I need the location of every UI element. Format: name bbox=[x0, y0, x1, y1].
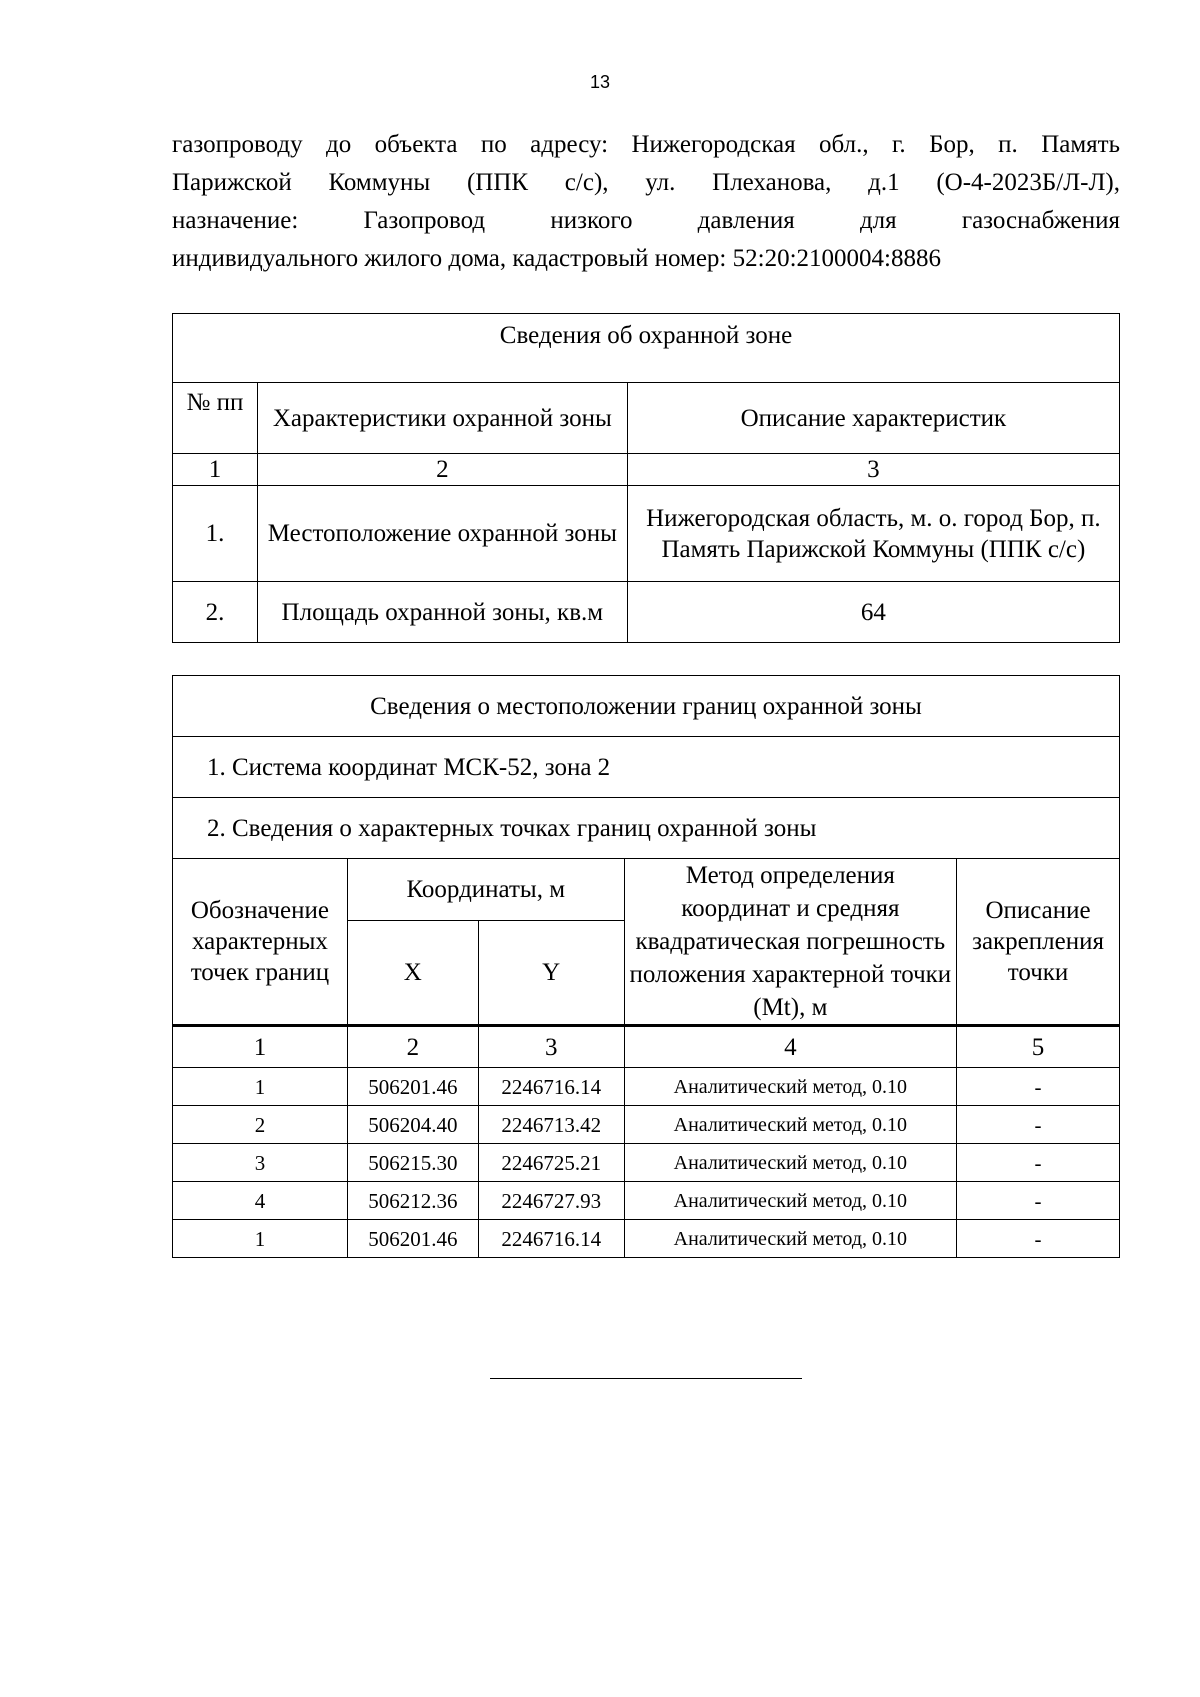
header-characteristic: Характеристики охранной зоны bbox=[257, 383, 627, 454]
column-number: 4 bbox=[624, 1026, 956, 1068]
row-number: 2. bbox=[173, 582, 258, 643]
intro-line: назначение: Газопровод низкого давления для газоснабжения bbox=[172, 207, 1120, 234]
header-description: Описание характеристик bbox=[627, 383, 1119, 454]
zone-table-title: Сведения об охранной зоне bbox=[173, 314, 1120, 383]
header-point: Обозначение характерных точек границ bbox=[173, 859, 348, 1026]
boundary-table-title: Сведения о местоположении границ охранной зоны bbox=[173, 676, 1120, 737]
column-number: 5 bbox=[957, 1026, 1120, 1068]
fixing-description: - bbox=[957, 1220, 1120, 1258]
method: Аналитический метод, 0.10 bbox=[624, 1144, 956, 1182]
table-subtitle-row bbox=[173, 798, 1120, 859]
page-number: 13 bbox=[589, 72, 611, 92]
intro-line: Парижской Коммуны (ППК с/с), ул. Плеханова, д.1 (О-4-2023Б/Л-Л), bbox=[172, 169, 1120, 196]
method: Аналитический метод, 0.10 bbox=[624, 1106, 956, 1144]
boundary-table bbox=[172, 675, 1120, 1258]
fixing-description: - bbox=[957, 1106, 1120, 1144]
table-row bbox=[173, 582, 1120, 643]
table-row bbox=[173, 1182, 1120, 1220]
coord-x: 506201.46 bbox=[347, 1220, 478, 1258]
table-header-row bbox=[173, 383, 1120, 454]
column-number: 2 bbox=[257, 454, 627, 486]
method: Аналитический метод, 0.10 bbox=[624, 1182, 956, 1220]
fixing-description: - bbox=[957, 1144, 1120, 1182]
column-number: 1 bbox=[173, 1026, 348, 1068]
table-title-row bbox=[173, 314, 1120, 383]
point-id: 1 bbox=[173, 1068, 348, 1106]
table-row bbox=[173, 486, 1120, 582]
column-number: 1 bbox=[173, 454, 258, 486]
row-value: 64 bbox=[627, 582, 1119, 643]
header-method: Метод определения координат и средняя квадратическая погрешность положения характерной точки (Mt), м bbox=[624, 859, 956, 1026]
coordinate-system: 1. Система координат МСК-52, зона 2 bbox=[173, 737, 1120, 798]
column-number-row bbox=[173, 454, 1120, 486]
coord-x: 506201.46 bbox=[347, 1068, 478, 1106]
table-row bbox=[173, 1068, 1120, 1106]
point-id: 2 bbox=[173, 1106, 348, 1144]
table-row bbox=[173, 1144, 1120, 1182]
header-x: X bbox=[347, 921, 478, 1026]
fixing-description: - bbox=[957, 1068, 1120, 1106]
header-y: Y bbox=[478, 921, 624, 1026]
point-id: 1 bbox=[173, 1220, 348, 1258]
column-number: 3 bbox=[478, 1026, 624, 1068]
coord-y: 2246716.14 bbox=[478, 1220, 624, 1258]
coord-x: 506204.40 bbox=[347, 1106, 478, 1144]
row-number: 1. bbox=[173, 486, 258, 582]
intro-line: газопроводу до объекта по адресу: Нижегородская обл., г. Бор, п. Память bbox=[172, 131, 1120, 158]
method: Аналитический метод, 0.10 bbox=[624, 1068, 956, 1106]
table-title-row bbox=[173, 676, 1120, 737]
fixing-description: - bbox=[957, 1182, 1120, 1220]
row-name: Площадь охранной зоны, кв.м bbox=[257, 582, 627, 643]
point-id: 4 bbox=[173, 1182, 348, 1220]
coord-y: 2246727.93 bbox=[478, 1182, 624, 1220]
header-number: № пп bbox=[173, 383, 258, 454]
table-row bbox=[173, 1220, 1120, 1258]
column-number-row bbox=[173, 1026, 1120, 1068]
intro-paragraph bbox=[172, 126, 1120, 278]
header-fixing: Описание закрепления точки bbox=[957, 859, 1120, 1026]
table-header-row bbox=[173, 859, 1120, 921]
zone-info-table bbox=[172, 313, 1120, 643]
coord-y: 2246725.21 bbox=[478, 1144, 624, 1182]
coord-x: 506212.36 bbox=[347, 1182, 478, 1220]
table-subtitle-row bbox=[173, 737, 1120, 798]
coord-x: 506215.30 bbox=[347, 1144, 478, 1182]
column-number: 3 bbox=[627, 454, 1119, 486]
column-number: 2 bbox=[347, 1026, 478, 1068]
coord-y: 2246716.14 bbox=[478, 1068, 624, 1106]
intro-line: индивидуального жилого дома, кадастровый номер: 52:20:2100004:8886 bbox=[172, 245, 941, 272]
row-name: Местоположение охранной зоны bbox=[257, 486, 627, 582]
end-separator-line bbox=[490, 1378, 802, 1379]
coord-y: 2246713.42 bbox=[478, 1106, 624, 1144]
method: Аналитический метод, 0.10 bbox=[624, 1220, 956, 1258]
points-section-title: 2. Сведения о характерных точках границ охранной зоны bbox=[173, 798, 1120, 859]
point-id: 3 bbox=[173, 1144, 348, 1182]
table-row bbox=[173, 1106, 1120, 1144]
row-value: Нижегородская область, м. о. город Бор, п. Память Парижской Коммуны (ППК с/с) bbox=[627, 486, 1119, 582]
header-coordinates: Координаты, м bbox=[347, 859, 624, 921]
